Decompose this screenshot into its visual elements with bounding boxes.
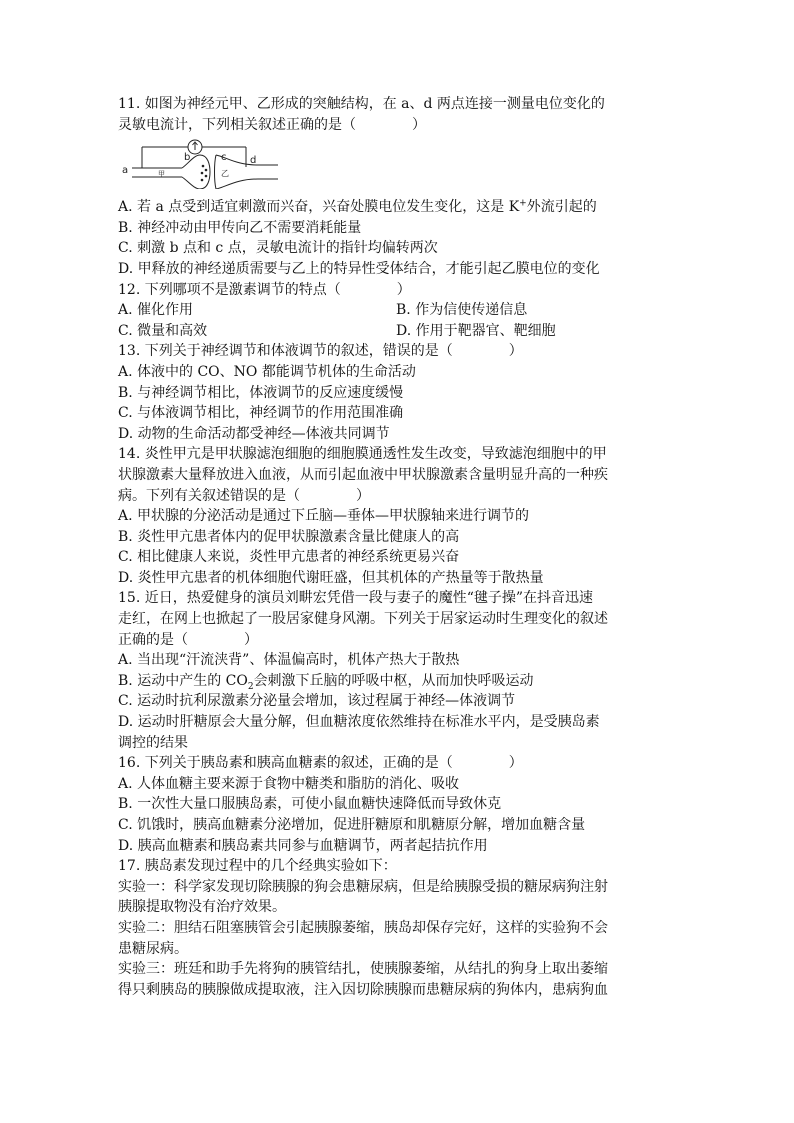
exam-page bbox=[118, 94, 678, 1000]
q14-option-a: A. 甲状腺的分泌活动是通过下丘脑—垂体—甲状腺轴来进行调节的 bbox=[118, 508, 530, 525]
q12-option-a: A. 催化作用 bbox=[118, 302, 194, 319]
q15-stem-line2: 走红，在网上也掀起了一股居家健身风潮。下列关于居家运动时生理变化的叙述 bbox=[118, 611, 608, 628]
q13-option-b: B. 与神经调节相比，体液调节的反应速度缓慢 bbox=[118, 384, 404, 401]
q12-options-row2 bbox=[118, 321, 678, 342]
q16-stem: 16. 下列关于胰岛素和胰高血糖素的叙述，正确的是（ ） bbox=[118, 755, 523, 772]
q15-option-d-line1: D. 运动时肝糖原会大量分解，但血糖浓度依然维持在标准水平内，是受胰岛素 bbox=[118, 714, 600, 731]
q16-option-d: D. 胰高血糖素和胰岛素共同参与血糖调节，两者起拮抗作用 bbox=[118, 837, 488, 854]
q12-option-b: B. 作为信使传递信息 bbox=[396, 302, 528, 319]
q11-stem-line1: 11. 如图为神经元甲、乙形成的突触结构，在 a、d 两点连接一测量电位变化的 bbox=[118, 96, 605, 112]
q11-option-c: C. 刺激 b 点和 c 点，灵敏电流计的指针均偏转两次 bbox=[118, 240, 438, 257]
q15-option-a: A. 当出现“汗流浃背”、体温偏高时，机体产热大于散热 bbox=[118, 652, 460, 669]
q11-stem-line2: 灵敏电流计，下列相关叙述正确的是（ ） bbox=[118, 116, 426, 133]
q14-stem-line3: 病。下列有关叙述错误的是（ ） bbox=[118, 487, 370, 504]
q14-stem-line2: 状腺激素大量释放进入血液，从而引起血液中甲状腺激素含量明显升高的一种疾 bbox=[118, 466, 608, 483]
q17-exp2-line2: 患糖尿病。 bbox=[118, 940, 188, 957]
q15-option-b: B. 运动中产生的 $CO_2$会刺激下丘脑的呼吸中枢，从而加快呼吸运动 bbox=[118, 672, 534, 692]
point-c-label: c bbox=[221, 152, 227, 164]
q17-exp3-line1: 实验三：班廷和助手先将狗的胰管结扎，使胰腺萎缩，从结扎的狗身上取出萎缩 bbox=[118, 961, 608, 978]
point-d-label: d bbox=[250, 155, 257, 167]
point-b-label: b bbox=[184, 152, 191, 164]
q14-option-d: D. 炎性甲亢患者的机体细胞代谢旺盛，但其机体的产热量等于散热量 bbox=[118, 569, 544, 586]
neuron-yi-label: 乙 bbox=[221, 169, 229, 179]
point-a-label: a bbox=[122, 165, 129, 177]
q12-option-c: C. 微量和高效 bbox=[118, 322, 208, 339]
q17-exp1-line2: 胰腺提取物没有治疗效果。 bbox=[118, 899, 286, 916]
q11-option-d: D. 甲释放的神经递质需要与乙上的特异性受体结合，才能引起乙膜电位的变化 bbox=[118, 260, 600, 277]
q12-stem: 12. 下列哪项不是激素调节的特点（ ） bbox=[118, 281, 411, 298]
q17-exp2-line1: 实验二：胆结石阻塞胰管会引起胰腺萎缩，胰岛却保存完好，这样的实验狗不会 bbox=[118, 919, 608, 936]
q17-stem: 17. 胰岛素发现过程中的几个经典实验如下： bbox=[118, 858, 397, 875]
q13-option-d: D. 动物的生命活动都受神经—体液共同调节 bbox=[118, 425, 390, 442]
q11-option-b: B. 神经冲动由甲传向乙不需要消耗能量 bbox=[118, 219, 362, 236]
q13-stem: 13. 下列关于神经调节和体液调节的叙述，错误的是（ ） bbox=[118, 343, 523, 360]
q14-stem-line1: 14. 炎性甲亢是甲状腺滤泡细胞的细胞膜通透性发生改变，导致滤泡细胞中的甲 bbox=[118, 446, 607, 463]
q14-option-b: B. 炎性甲亢患者体内的促甲状腺激素含量比健康人的高 bbox=[118, 528, 460, 545]
q17-exp3-line2: 得只剩胰岛的胰腺做成提取液，注入因切除胰腺而患糖尿病的狗体内，患病狗血 bbox=[118, 981, 608, 998]
q13-option-a: A. 体液中的 CO、NO 都能调节机体的生命活动 bbox=[118, 363, 416, 380]
q16-option-c: C. 饥饿时，胰高血糖素分泌增加，促进肝糖原和肌糖原分解，增加血糖含量 bbox=[118, 817, 586, 833]
q12-options-row1 bbox=[118, 300, 678, 321]
q11-option-a: A. 若 a 点受到适宜刺激而兴奋，兴奋处膜电位发生变化，这是 K+外流引起的 bbox=[118, 198, 597, 216]
q15-option-d-line2: 调控的结果 bbox=[118, 734, 188, 751]
q14-option-c: C. 相比健康人来说，炎性甲亢患者的神经系统更易兴奋 bbox=[118, 549, 460, 566]
q15-stem-line1: 15. 近日，热爱健身的演员刘畊宏凭借一段与妻子的魔性“毽子操”在抖音迅速 bbox=[118, 590, 594, 607]
q17-exp1-line1: 实验一：科学家发现切除胰腺的狗会患糖尿病，但是给胰腺受损的糖尿病狗注射 bbox=[118, 878, 608, 895]
q15-option-c: C. 运动时抗利尿激素分泌量会增加，该过程属于神经—体液调节 bbox=[118, 693, 516, 710]
q15-stem-line3: 正确的是（ ） bbox=[118, 631, 258, 648]
q16-option-b: B. 一次性大量口服胰岛素，可使小鼠血糖快速降低而导致休克 bbox=[118, 796, 502, 813]
q16-option-a: A. 人体血糖主要来源于食物中糖类和脂肪的消化、吸收 bbox=[118, 775, 460, 792]
q13-option-c: C. 与体液调节相比，神经调节的作用范围准确 bbox=[118, 405, 404, 422]
neuron-jia-label: 甲 bbox=[158, 170, 165, 179]
synapse-diagram-svg bbox=[118, 137, 278, 189]
synapse-diagram bbox=[118, 137, 678, 189]
q12-option-d: D. 作用于靶器官、靶细胞 bbox=[396, 322, 556, 339]
